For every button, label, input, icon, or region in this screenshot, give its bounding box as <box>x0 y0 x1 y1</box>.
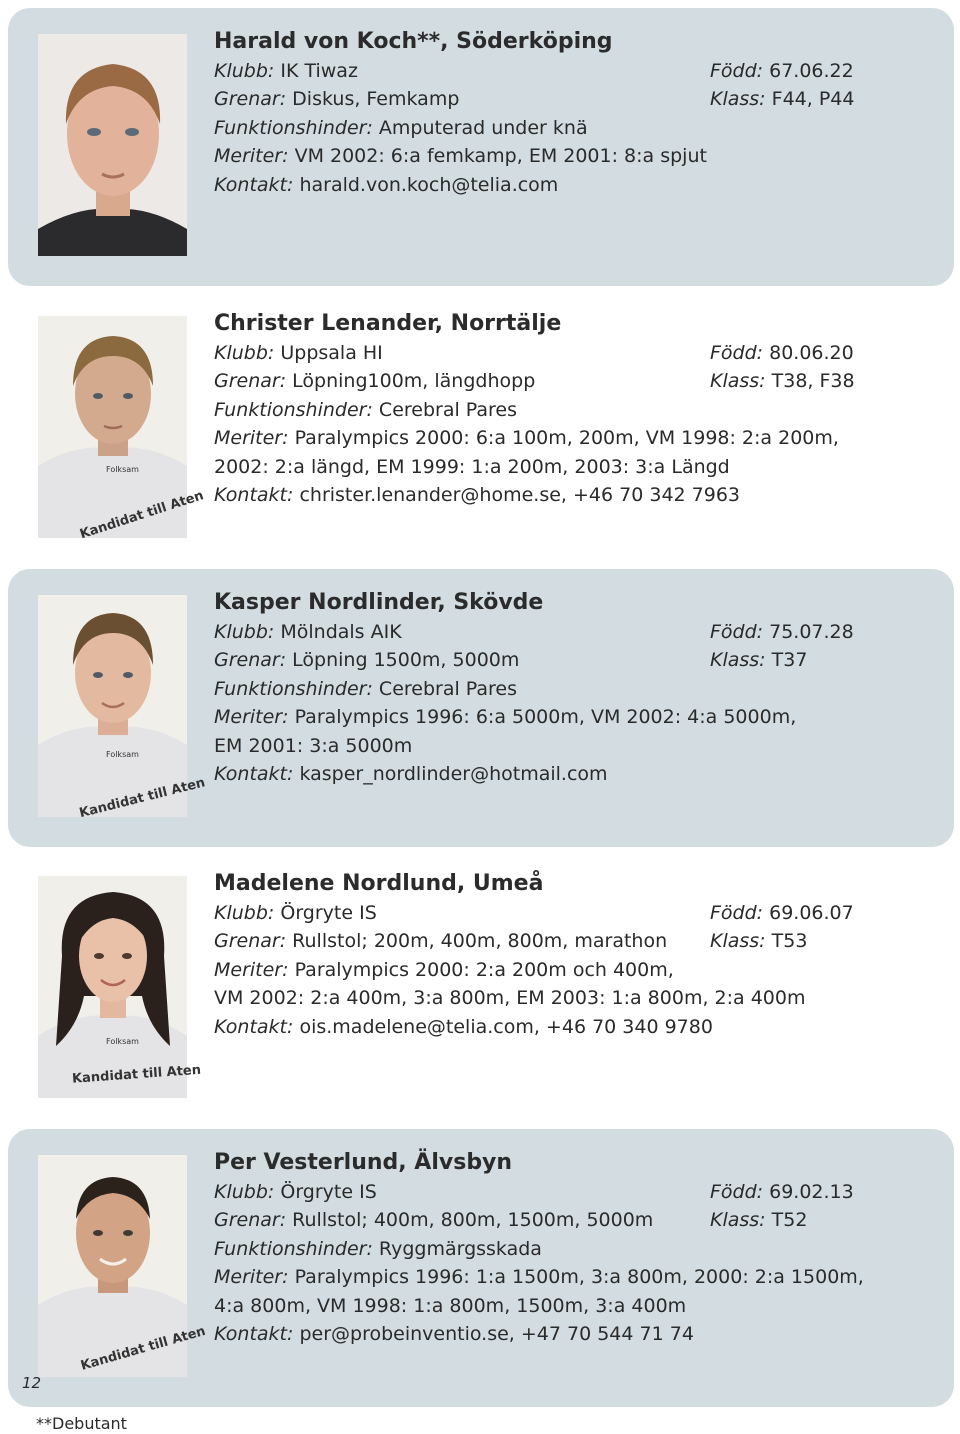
grenar-row <box>214 646 934 674</box>
grenar-value: Rullstol; 200m, 400m, 800m, marathon <box>292 930 668 953</box>
fodd-value: 67.06.22 <box>769 60 854 82</box>
kontakt-row <box>214 1320 934 1348</box>
klass-label: Klass: <box>710 649 766 672</box>
kontakt-label: Kontakt: <box>214 173 294 196</box>
fodd-field <box>710 1178 854 1206</box>
meriter-value: Paralympics 2000: 2:a 200m och 400m, <box>294 958 674 981</box>
athlete-photo <box>38 595 207 822</box>
footnote: **Debutant <box>36 1414 127 1433</box>
klass-label: Klass: <box>710 370 766 393</box>
meriter-label: Meriter: <box>214 706 289 729</box>
grenar-value: Löpning 1500m, 5000m <box>292 649 520 672</box>
athlete-name: Christer Lenander, Norrtälje <box>214 311 562 336</box>
portrait-man-sweater <box>38 595 207 822</box>
funktionshinder-value: Amputerad under knä <box>378 116 588 139</box>
fodd-label: Född: <box>710 60 764 82</box>
fodd-field <box>710 899 854 927</box>
klubb-row <box>214 339 934 367</box>
klass-label: Klass: <box>710 930 766 953</box>
portrait-man-short-hair <box>38 1155 208 1377</box>
fodd-label: Född: <box>710 342 764 364</box>
grenar-row <box>214 85 934 113</box>
klass-value: T52 <box>771 1209 808 1232</box>
klubb-label: Klubb: <box>214 621 275 643</box>
portrait-woman-dark-hair <box>38 876 202 1098</box>
grenar-value: Rullstol; 400m, 800m, 1500m, 5000m <box>292 1209 654 1232</box>
funktionshinder-row <box>214 675 934 703</box>
sweater-slogan: Kandidat till Aten <box>79 1323 208 1374</box>
meriter-label: Meriter: <box>214 145 289 168</box>
athlete-card <box>8 290 954 568</box>
klubb-label: Klubb: <box>214 902 275 924</box>
athlete-card <box>8 8 954 286</box>
athlete-name: Madelene Nordlund, Umeå <box>214 871 544 896</box>
grenar-label: Grenar: <box>214 370 287 393</box>
meriter-value: Paralympics 2000: 6:a 100m, 200m, VM 1998: 2:a 200m, <box>294 427 839 450</box>
funktionshinder-label: Funktionshinder: <box>214 116 373 139</box>
funktionshinder-label: Funktionshinder: <box>214 1237 373 1260</box>
page-number: 12 <box>22 1374 42 1392</box>
klubb-value: Örgryte IS <box>280 1181 377 1203</box>
kontakt-row <box>214 481 934 509</box>
klass-label: Klass: <box>710 1209 766 1232</box>
klass-value: T38, F38 <box>771 370 855 393</box>
klubb-row <box>214 57 934 85</box>
grenar-label: Grenar: <box>214 649 287 672</box>
klass-value: F44, P44 <box>771 88 855 111</box>
fodd-label: Född: <box>710 902 764 924</box>
athlete-photo <box>38 34 187 256</box>
klass-value: T53 <box>771 930 808 953</box>
athlete-card <box>8 1129 954 1407</box>
klubb-label: Klubb: <box>214 1181 275 1203</box>
athlete-card <box>8 850 954 1128</box>
portrait-man-blond <box>38 34 187 256</box>
funktionshinder-row <box>214 396 934 424</box>
klubb-value: IK Tiwaz <box>280 60 358 82</box>
funktionshinder-value: Cerebral Pares <box>378 398 518 421</box>
grenar-row <box>214 927 934 955</box>
athlete-photo <box>38 316 206 543</box>
kontakt-label: Kontakt: <box>214 1015 294 1038</box>
klubb-row <box>214 618 934 646</box>
klass-field <box>710 367 855 395</box>
grenar-row <box>214 367 934 395</box>
grenar-value: Löpning100m, längdhopp <box>292 370 536 393</box>
sweater-slogan: Kandidat till Aten <box>78 488 206 543</box>
sweater-brand: Folksam <box>106 465 139 474</box>
fodd-label: Född: <box>710 621 764 643</box>
meriter-value: Paralympics 1996: 6:a 5000m, VM 2002: 4:a 5000m, <box>294 706 797 729</box>
klass-field <box>710 646 807 674</box>
fodd-field <box>710 57 854 85</box>
fodd-value: 69.02.13 <box>769 1181 854 1203</box>
sweater-brand: Folksam <box>106 1037 139 1046</box>
meriter-continuation: EM 2001: 3:a 5000m <box>214 734 413 757</box>
meriter-value: Paralympics 1996: 1:a 1500m, 3:a 800m, 2000: 2:a 1500m, <box>294 1266 864 1289</box>
meriter-label: Meriter: <box>214 958 289 981</box>
fodd-label: Född: <box>710 1181 764 1203</box>
fodd-value: 69.06.07 <box>769 902 854 924</box>
klubb-label: Klubb: <box>214 60 275 82</box>
grenar-label: Grenar: <box>214 930 287 953</box>
meriter-continuation: 4:a 800m, VM 1998: 1:a 800m, 1500m, 3:a 400m <box>214 1294 687 1317</box>
kontakt-row <box>214 171 934 199</box>
klass-value: T37 <box>771 649 808 672</box>
athlete-photo <box>38 1155 208 1377</box>
klubb-label: Klubb: <box>214 342 275 364</box>
fodd-value: 80.06.20 <box>769 342 854 364</box>
grenar-label: Grenar: <box>214 88 287 111</box>
klubb-row <box>214 899 934 927</box>
kontakt-row <box>214 1013 934 1041</box>
grenar-value: Diskus, Femkamp <box>292 88 460 111</box>
kontakt-value: ois.madelene@telia.com, +46 70 340 9780 <box>299 1015 713 1038</box>
athlete-name: Harald von Koch**, Söderköping <box>214 29 613 54</box>
meriter-row <box>214 142 934 170</box>
meriter-continuation: VM 2002: 2:a 400m, 3:a 800m, EM 2003: 1:a 800m, 2:a 400m <box>214 987 806 1010</box>
athlete-card <box>8 569 954 847</box>
meriter-row <box>214 424 934 452</box>
klubb-row <box>214 1178 934 1206</box>
meriter-value: VM 2002: 6:a femkamp, EM 2001: 8:a spjut <box>294 145 707 168</box>
portrait-man-sweater <box>38 316 206 543</box>
grenar-label: Grenar: <box>214 1209 287 1232</box>
sweater-slogan: Kandidat till Aten <box>71 1062 202 1087</box>
meriter-row <box>214 703 934 731</box>
meriter-continuation: 2002: 2:a längd, EM 1999: 1:a 200m, 2003: 3:a Längd <box>214 455 730 478</box>
athlete-photo <box>38 876 202 1098</box>
funktionshinder-row <box>214 1235 934 1263</box>
klubb-value: Örgryte IS <box>280 902 377 924</box>
funktionshinder-label: Funktionshinder: <box>214 677 373 700</box>
kontakt-value: per@probeinventio.se, +47 70 544 71 74 <box>299 1323 694 1346</box>
kontakt-label: Kontakt: <box>214 1323 294 1346</box>
kontakt-value: christer.lenander@home.se, +46 70 342 7963 <box>299 484 741 507</box>
funktionshinder-label: Funktionshinder: <box>214 398 373 421</box>
fodd-field <box>710 339 854 367</box>
grenar-row <box>214 1206 934 1234</box>
klass-field <box>710 1206 807 1234</box>
klubb-value: Uppsala HI <box>280 342 383 364</box>
meriter-row <box>214 956 934 984</box>
meriter-label: Meriter: <box>214 427 289 450</box>
fodd-value: 75.07.28 <box>769 621 854 643</box>
klubb-value: Mölndals AIK <box>280 621 402 643</box>
kontakt-row <box>214 760 934 788</box>
klass-field <box>710 927 807 955</box>
kontakt-value: harald.von.koch@telia.com <box>299 173 559 196</box>
funktionshinder-row <box>214 114 934 142</box>
fodd-field <box>710 618 854 646</box>
meriter-row <box>214 1263 934 1291</box>
funktionshinder-value: Cerebral Pares <box>378 677 518 700</box>
meriter-label: Meriter: <box>214 1266 289 1289</box>
kontakt-value: kasper_nordlinder@hotmail.com <box>299 763 608 786</box>
sweater-brand: Folksam <box>106 750 139 759</box>
kontakt-label: Kontakt: <box>214 763 294 786</box>
sweater-slogan: Kandidat till Aten <box>77 775 207 822</box>
funktionshinder-value: Ryggmärgsskada <box>378 1237 542 1260</box>
kontakt-label: Kontakt: <box>214 484 294 507</box>
athlete-name: Per Vesterlund, Älvsbyn <box>214 1150 513 1175</box>
klass-field <box>710 85 854 113</box>
athlete-name: Kasper Nordlinder, Skövde <box>214 590 544 615</box>
klass-label: Klass: <box>710 88 766 111</box>
